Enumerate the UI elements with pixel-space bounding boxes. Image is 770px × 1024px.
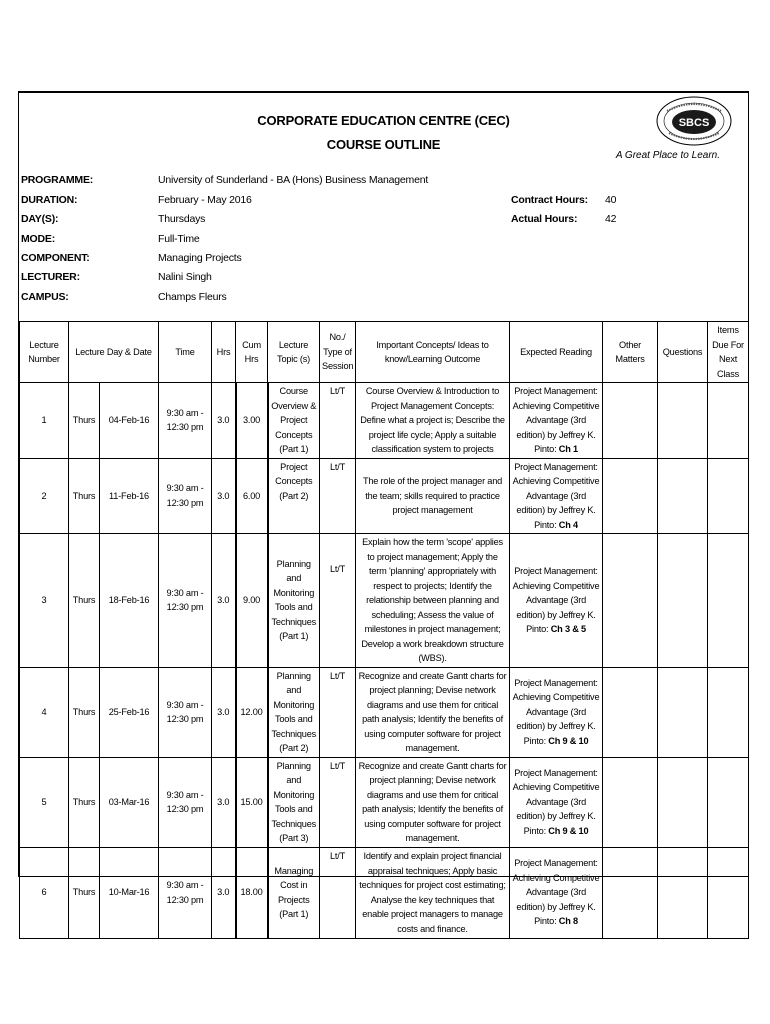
questions bbox=[658, 757, 708, 847]
session-type: Lt/T bbox=[320, 383, 356, 459]
other-matters bbox=[603, 458, 658, 534]
lecture-day: Thurs bbox=[69, 383, 100, 459]
session-type: Lt/T bbox=[320, 667, 356, 757]
questions bbox=[658, 383, 708, 459]
learning-outcome: The role of the project manager and the team; skills required to practice project management bbox=[356, 458, 510, 534]
learning-outcome: Course Overview & Introduction to Project Management Concepts: Define what a project is; Describe the project life cycle; Apply a suitable classification system to projects bbox=[356, 383, 510, 459]
items-due bbox=[708, 847, 749, 938]
contract-hours-value: 40 bbox=[605, 194, 617, 206]
lecture-topic: Course Overview & Project Concepts (Part 1) bbox=[268, 383, 320, 459]
lecture-day: Thurs bbox=[69, 667, 100, 757]
lecture-time: 9:30 am - 12:30 pm bbox=[159, 458, 212, 534]
campus-value: Champs Fleurs bbox=[158, 291, 227, 303]
page-subtitle: COURSE OUTLINE bbox=[326, 137, 441, 152]
schedule-table bbox=[19, 321, 749, 939]
lecture-time: 9:30 am - 12:30 pm bbox=[159, 667, 212, 757]
reading-chapter: Ch 9 & 10 bbox=[548, 735, 589, 746]
lecture-number: 6 bbox=[20, 847, 69, 938]
lecture-number: 5 bbox=[20, 757, 69, 847]
session-type: Lt/T bbox=[320, 847, 356, 938]
lecture-time: 9:30 am - 12:30 pm bbox=[159, 383, 212, 459]
table-row bbox=[20, 534, 749, 668]
lecture-topic: Planning and Monitoring Tools and Techniques (Part 3) bbox=[268, 757, 320, 847]
learning-outcome: Recognize and create Gantt charts for project planning; Devise network diagrams and use them for critical path analysis; Identify the benefits of using computer software for project management. bbox=[356, 667, 510, 757]
reading-text: Project Management: Achieving Competitive Advantage (3rd edition) by Jeffrey K. Pinto: bbox=[512, 461, 600, 530]
other-matters bbox=[603, 383, 658, 459]
days-value: Thursdays bbox=[158, 213, 206, 225]
header-reading: Expected Reading bbox=[510, 322, 603, 383]
questions bbox=[658, 667, 708, 757]
reading-text: Project Management: Achieving Competitive Advantage (3rd edition) by Jeffrey K. Pinto: bbox=[512, 677, 600, 746]
header-day-date: Lecture Day & Date bbox=[69, 322, 159, 383]
learning-outcome: Identify and explain project financial appraisal techniques; Apply basic techniques for project cost estimating; Analyse the key techniques that enable project managers to manage costs and finance. bbox=[356, 847, 510, 938]
header-topic: Lecture Topic (s) bbox=[268, 322, 320, 383]
header-hrs: Hrs bbox=[212, 322, 236, 383]
lecture-cum-hrs: 6.00 bbox=[236, 458, 268, 534]
reading-text: Project Management: Achieving Competitive Advantage (3rd edition) by Jeffrey K. Pinto: bbox=[512, 386, 600, 454]
table-header-row bbox=[20, 322, 749, 383]
table-row bbox=[20, 383, 749, 459]
lecture-topic: Planning and Monitoring Tools and Techniques (Part 2) bbox=[268, 667, 320, 757]
lecture-topic: Project Concepts (Part 2) bbox=[268, 458, 320, 534]
lecture-cum-hrs: 15.00 bbox=[236, 757, 268, 847]
lecture-number: 1 bbox=[20, 383, 69, 459]
other-matters bbox=[603, 847, 658, 938]
header-questions: Questions bbox=[658, 322, 708, 383]
mode-label: MODE: bbox=[21, 233, 55, 245]
lecture-cum-hrs: 12.00 bbox=[236, 667, 268, 757]
programme-value: University of Sunderland - BA (Hons) Business Management bbox=[158, 174, 429, 186]
header-lecture-number: Lecture Number bbox=[20, 322, 69, 383]
header-other: Other Matters bbox=[603, 322, 658, 383]
tagline: A Great Place to Learn. bbox=[615, 150, 720, 161]
other-matters bbox=[603, 667, 658, 757]
lecture-day: Thurs bbox=[69, 847, 100, 938]
programme-label: PROGRAMME: bbox=[21, 174, 94, 186]
header-items-due: Items Due For Next Class bbox=[708, 322, 749, 383]
table-row bbox=[20, 757, 749, 847]
duration-value: February - May 2016 bbox=[158, 194, 252, 206]
learning-outcome: Explain how the term 'scope' applies to project management; Apply the term 'planning' appropriately with respect to projects; Identify the relationship between planning and scheduling; Assess the value of milestones in project management; Develop a work breakdown structure (WBS). bbox=[356, 534, 510, 668]
actual-hours-label: Actual Hours: bbox=[511, 213, 578, 225]
questions bbox=[658, 847, 708, 938]
actual-hours-value: 42 bbox=[605, 213, 617, 225]
lecture-date: 04-Feb-16 bbox=[100, 383, 159, 459]
expected-reading bbox=[510, 383, 603, 459]
page-title: CORPORATE EDUCATION CENTRE (CEC) bbox=[257, 113, 510, 128]
table-row bbox=[20, 847, 749, 938]
lecture-date: 18-Feb-16 bbox=[100, 534, 159, 668]
lecture-hrs: 3.0 bbox=[212, 847, 236, 938]
lecture-hrs: 3.0 bbox=[212, 757, 236, 847]
reading-chapter: Ch 8 bbox=[558, 916, 578, 927]
table-row bbox=[20, 458, 749, 534]
contract-hours-label: Contract Hours: bbox=[511, 194, 588, 206]
logo-text: SBCS bbox=[678, 117, 710, 129]
lecture-number: 4 bbox=[20, 667, 69, 757]
lecture-day: Thurs bbox=[69, 534, 100, 668]
duration-label: DURATION: bbox=[21, 194, 78, 206]
lecture-hrs: 3.0 bbox=[212, 458, 236, 534]
expected-reading bbox=[510, 667, 603, 757]
header-concepts: Important Concepts/ Ideas to know/Learning Outcome bbox=[356, 322, 510, 383]
lecture-hrs: 3.0 bbox=[212, 534, 236, 668]
reading-chapter: Ch 1 bbox=[558, 444, 578, 454]
component-label: COMPONENT: bbox=[21, 252, 90, 264]
header-type: No./ Type of Session bbox=[320, 322, 356, 383]
lecture-time: 9:30 am - 12:30 pm bbox=[159, 757, 212, 847]
lecture-day: Thurs bbox=[69, 458, 100, 534]
lecturer-label: LECTURER: bbox=[21, 271, 80, 283]
expected-reading bbox=[510, 847, 603, 938]
lecture-date: 25-Feb-16 bbox=[100, 667, 159, 757]
lecture-day: Thurs bbox=[69, 757, 100, 847]
other-matters bbox=[603, 534, 658, 668]
items-due bbox=[708, 757, 749, 847]
items-due bbox=[708, 383, 749, 459]
lecturer-value: Nalini Singh bbox=[158, 271, 212, 283]
lecture-hrs: 3.0 bbox=[212, 383, 236, 459]
expected-reading bbox=[510, 534, 603, 668]
campus-label: CAMPUS: bbox=[21, 291, 69, 303]
mode-value: Full-Time bbox=[158, 233, 200, 245]
reading-chapter: Ch 4 bbox=[558, 519, 578, 530]
days-label: DAY(S): bbox=[21, 213, 59, 225]
lecture-time: 9:30 am - 12:30 pm bbox=[159, 534, 212, 668]
learning-outcome: Recognize and create Gantt charts for project planning; Devise network diagrams and use them for critical path analysis; Identify the benefits of using computer software for project management. bbox=[356, 757, 510, 847]
items-due bbox=[708, 458, 749, 534]
questions bbox=[658, 458, 708, 534]
expected-reading bbox=[510, 757, 603, 847]
lecture-date: 10-Mar-16 bbox=[100, 847, 159, 938]
lecture-topic: Managing Cost in Projects (Part 1) bbox=[268, 847, 320, 938]
lecture-cum-hrs: 9.00 bbox=[236, 534, 268, 668]
session-type: Lt/T bbox=[320, 757, 356, 847]
header-cum-hrs: Cum Hrs bbox=[236, 322, 268, 383]
course-outline-page bbox=[18, 91, 749, 934]
expected-reading bbox=[510, 458, 603, 534]
table-row bbox=[20, 667, 749, 757]
items-due bbox=[708, 667, 749, 757]
lecture-time: 9:30 am - 12:30 pm bbox=[159, 847, 212, 938]
reading-text: Project Management: Achieving Competitive Advantage (3rd edition) by Jeffrey K. Pinto: bbox=[512, 767, 600, 836]
lecture-hrs: 3.0 bbox=[212, 667, 236, 757]
lecture-date: 11-Feb-16 bbox=[100, 458, 159, 534]
header-time: Time bbox=[159, 322, 212, 383]
reading-text: Project Management: Achieving Competitive Advantage (3rd edition) by Jeffrey K. Pinto: bbox=[512, 858, 600, 927]
reading-text: Project Management: Achieving Competitive Advantage (3rd edition) by Jeffrey K. Pinto: bbox=[512, 566, 600, 634]
session-type: Lt/T bbox=[320, 458, 356, 534]
lecture-topic: Planning and Monitoring Tools and Techniques (Part 1) bbox=[268, 534, 320, 668]
lecture-cum-hrs: 18.00 bbox=[236, 847, 268, 938]
other-matters bbox=[603, 757, 658, 847]
reading-chapter: Ch 3 & 5 bbox=[550, 624, 586, 634]
session-type: Lt/T bbox=[320, 534, 356, 668]
lecture-number: 2 bbox=[20, 458, 69, 534]
component-value: Managing Projects bbox=[158, 252, 242, 264]
items-due bbox=[708, 534, 749, 668]
reading-chapter: Ch 9 & 10 bbox=[548, 825, 589, 836]
lecture-date: 03-Mar-16 bbox=[100, 757, 159, 847]
lecture-number: 3 bbox=[20, 534, 69, 668]
lecture-cum-hrs: 3.00 bbox=[236, 383, 268, 459]
questions bbox=[658, 534, 708, 668]
